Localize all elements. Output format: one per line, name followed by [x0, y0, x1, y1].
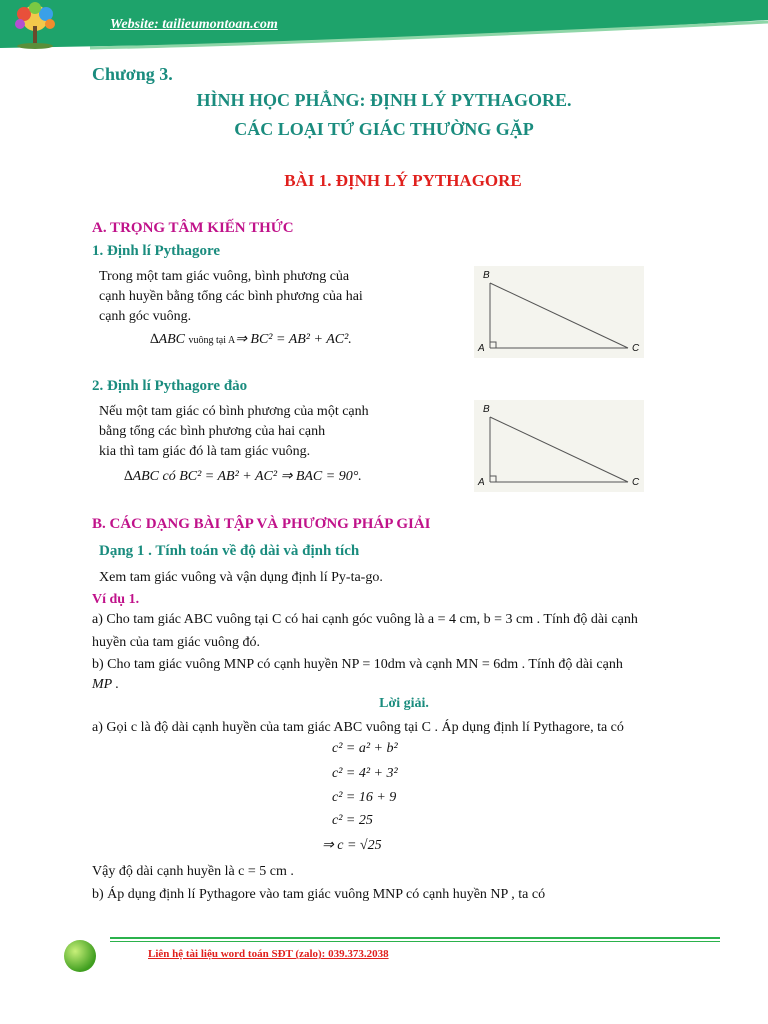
contact-info-link[interactable]: Liên hệ tài liệu word toán SĐT (zalo): 039.373.2038	[148, 948, 389, 960]
section-b-heading: B. CÁC DẠNG BÀI TẬP VÀ PHƯƠNG PHÁP GIẢI	[92, 516, 431, 532]
vertex-label-b: B	[483, 404, 490, 415]
example-part-a: a) Cho tam giác ABC vuông tại C có hai cạnh góc vuông là a = 4 cm, b = 3 cm . Tính độ dài cạnh	[92, 612, 638, 627]
solution-part-b: b) Áp dụng định lí Pythagore vào tam giác vuông MNP có cạnh huyền NP , ta có	[92, 887, 546, 902]
triangle-figure-1	[474, 266, 644, 358]
vertex-label-a: A	[478, 343, 485, 354]
theorem-2-formula: ∆ABC có BC² = AB² + AC² ⇒ BAC = 90°.	[124, 469, 362, 484]
website-link[interactable]: Website: tailieumontoan.com	[110, 17, 278, 32]
example-part-b: b) Cho tam giác vuông MNP có cạnh huyền NP = 10dm và cạnh MN = 6dm . Tính độ dài cạnh	[92, 657, 623, 672]
theorem-2-heading: 2. Định lí Pythagore đảo	[92, 378, 248, 394]
conclusion-text: Vậy độ dài cạnh huyền là c = 5 cm .	[92, 864, 294, 879]
theorem-1-line: cạnh huyền bằng tổng các bình phương của hai	[99, 289, 363, 304]
green-ball-icon	[60, 936, 100, 976]
form-1-heading: Dạng 1 . Tính toán về độ dài và định tích	[99, 543, 360, 559]
title-line-1: HÌNH HỌC PHẲNG: ĐỊNH LÝ PYTHAGORE.	[196, 90, 572, 110]
formula-prefix: ∆ABC	[150, 332, 186, 347]
form-1-description: Xem tam giác vuông và vận dụng định lí Py-ta-go.	[99, 570, 383, 585]
footer-divider	[110, 941, 720, 942]
theorem-2-line: kia thì tam giác đó là tam giác vuông.	[99, 444, 311, 459]
solution-heading: Lời giải.	[379, 696, 429, 711]
equation-line: c² = 25	[332, 813, 373, 828]
theorem-1-line: Trong một tam giác vuông, bình phương của	[99, 269, 350, 284]
theorem-1-line: cạnh góc vuông.	[99, 309, 192, 324]
example-part-b-cont: MP .	[92, 677, 119, 692]
solution-part-a: a) Gọi c là độ dài cạnh huyền của tam giác ABC vuông tại C . Áp dụng định lí Pythagore, ta có	[92, 720, 624, 735]
equation-line: ⇒ c = √25	[322, 838, 382, 853]
triangle-figure-2	[474, 400, 644, 492]
equation-line: c² = 4² + 3²	[332, 766, 398, 781]
formula-rest: ⇒ BC² = AB² + AC².	[235, 332, 352, 347]
vertex-label-c: C	[632, 343, 640, 354]
footer-divider	[110, 937, 720, 939]
equation-line: c² = a² + b²	[332, 741, 398, 756]
theorem-1-heading: 1. Định lí Pythagore	[92, 243, 221, 259]
vertex-label-c: C	[632, 477, 640, 488]
title-line-2: CÁC LOẠI TỨ GIÁC THƯỜNG GẶP	[234, 119, 534, 139]
theorem-1-formula	[150, 331, 352, 348]
equation-line: c² = 16 + 9	[332, 790, 397, 805]
theorem-2-line: Nếu một tam giác có bình phương của một cạnh	[99, 404, 369, 419]
chapter-label: Chương 3.	[92, 64, 173, 84]
vertex-label-b: B	[483, 270, 490, 281]
theorem-2-line: bằng tổng các bình phương của hai cạnh	[99, 424, 326, 439]
vertex-label-a: A	[478, 477, 485, 488]
section-a-heading: A. TRỌNG TÂM KIẾN THỨC	[92, 220, 294, 236]
example-part-a-cont: huyền của tam giác vuông đó.	[92, 635, 260, 650]
lesson-title: BÀI 1. ĐỊNH LÝ PYTHAGORE	[284, 171, 522, 190]
formula-small-text: vuông tại A	[188, 335, 236, 346]
tree-logo-icon	[6, 2, 64, 50]
example-label: Ví dụ 1.	[92, 592, 140, 607]
